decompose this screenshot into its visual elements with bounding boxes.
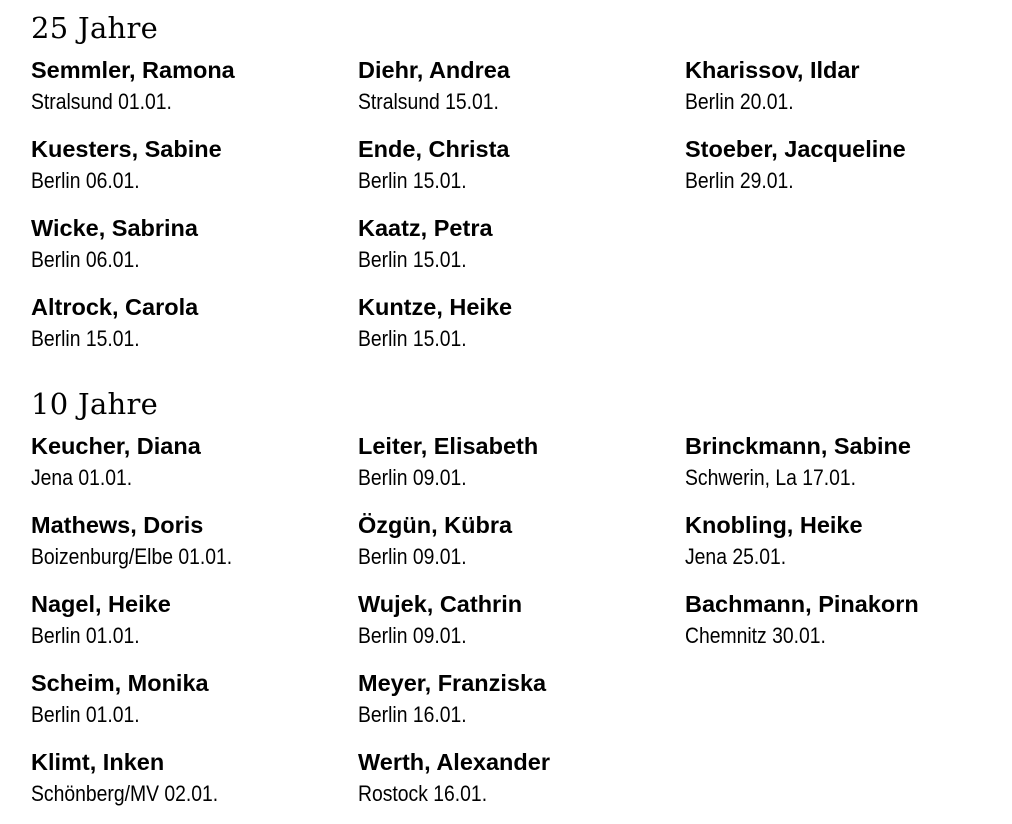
person-detail: Berlin 01.01.	[31, 622, 140, 648]
person-detail: Berlin 09.01.	[358, 622, 467, 648]
person-name: Diehr, Andrea	[358, 57, 510, 83]
person-name: Kuesters, Sabine	[31, 136, 222, 162]
person-name: Kuntze, Heike	[358, 294, 513, 320]
list-item	[685, 435, 1005, 489]
person-name: Altrock, Carola	[31, 294, 199, 320]
person-detail: Berlin 20.01.	[685, 88, 794, 114]
person-detail: Rostock 16.01.	[358, 780, 488, 806]
person-name: Stoeber, Jacqueline	[685, 136, 906, 162]
person-detail: Berlin 06.01.	[31, 167, 140, 193]
person-detail: Jena 25.01.	[685, 543, 787, 569]
list-item	[358, 435, 678, 489]
list-item	[31, 435, 351, 489]
list-item	[31, 514, 351, 568]
list-item	[685, 514, 1005, 568]
person-detail: Berlin 15.01.	[31, 325, 140, 351]
person-name: Özgün, Kübra	[358, 512, 513, 538]
person-name: Keucher, Diana	[31, 433, 201, 459]
list-item	[358, 751, 678, 805]
person-detail: Jena 01.01.	[31, 464, 133, 490]
person-detail: Schwerin, La 17.01.	[685, 464, 857, 490]
person-name: Klimt, Inken	[31, 749, 165, 775]
person-name: Meyer, Franziska	[358, 670, 547, 696]
person-name: Wicke, Sabrina	[31, 215, 198, 241]
list-item	[31, 751, 351, 805]
list-item	[358, 514, 678, 568]
list-item	[685, 593, 1005, 647]
person-detail: Berlin 16.01.	[358, 701, 467, 727]
person-detail: Stralsund 15.01.	[358, 88, 499, 114]
person-detail: Berlin 15.01.	[358, 325, 467, 351]
person-name: Werth, Alexander	[358, 749, 550, 775]
person-name: Bachmann, Pinakorn	[685, 591, 919, 617]
list-item	[358, 672, 678, 726]
person-detail: Berlin 29.01.	[685, 167, 794, 193]
person-name: Mathews, Doris	[31, 512, 204, 538]
person-detail: Berlin 15.01.	[358, 167, 467, 193]
person-detail: Berlin 09.01.	[358, 543, 467, 569]
section-title: 10 Jahre	[31, 387, 159, 421]
person-name: Leiter, Elisabeth	[358, 433, 539, 459]
list-item	[358, 593, 678, 647]
list-item	[31, 593, 351, 647]
person-name: Knobling, Heike	[685, 512, 863, 538]
person-detail: Schönberg/MV 02.01.	[31, 780, 219, 806]
list-item	[31, 672, 351, 726]
person-name: Ende, Christa	[358, 136, 510, 162]
person-name: Nagel, Heike	[31, 591, 171, 617]
person-detail: Chemnitz 30.01.	[685, 622, 826, 648]
section-title: 25 Jahre	[31, 11, 159, 45]
person-name: Kaatz, Petra	[358, 215, 493, 241]
person-detail: Berlin 01.01.	[31, 701, 140, 727]
person-detail: Berlin 15.01.	[358, 246, 467, 272]
person-name: Kharissov, Ildar	[685, 57, 860, 83]
person-detail: Boizenburg/Elbe 01.01.	[31, 543, 233, 569]
person-name: Wujek, Cathrin	[358, 591, 523, 617]
person-detail: Berlin 06.01.	[31, 246, 140, 272]
person-name: Brinckmann, Sabine	[685, 433, 911, 459]
person-detail: Stralsund 01.01.	[31, 88, 172, 114]
person-name: Semmler, Ramona	[31, 57, 235, 83]
person-name: Scheim, Monika	[31, 670, 209, 696]
person-detail: Berlin 09.01.	[358, 464, 467, 490]
